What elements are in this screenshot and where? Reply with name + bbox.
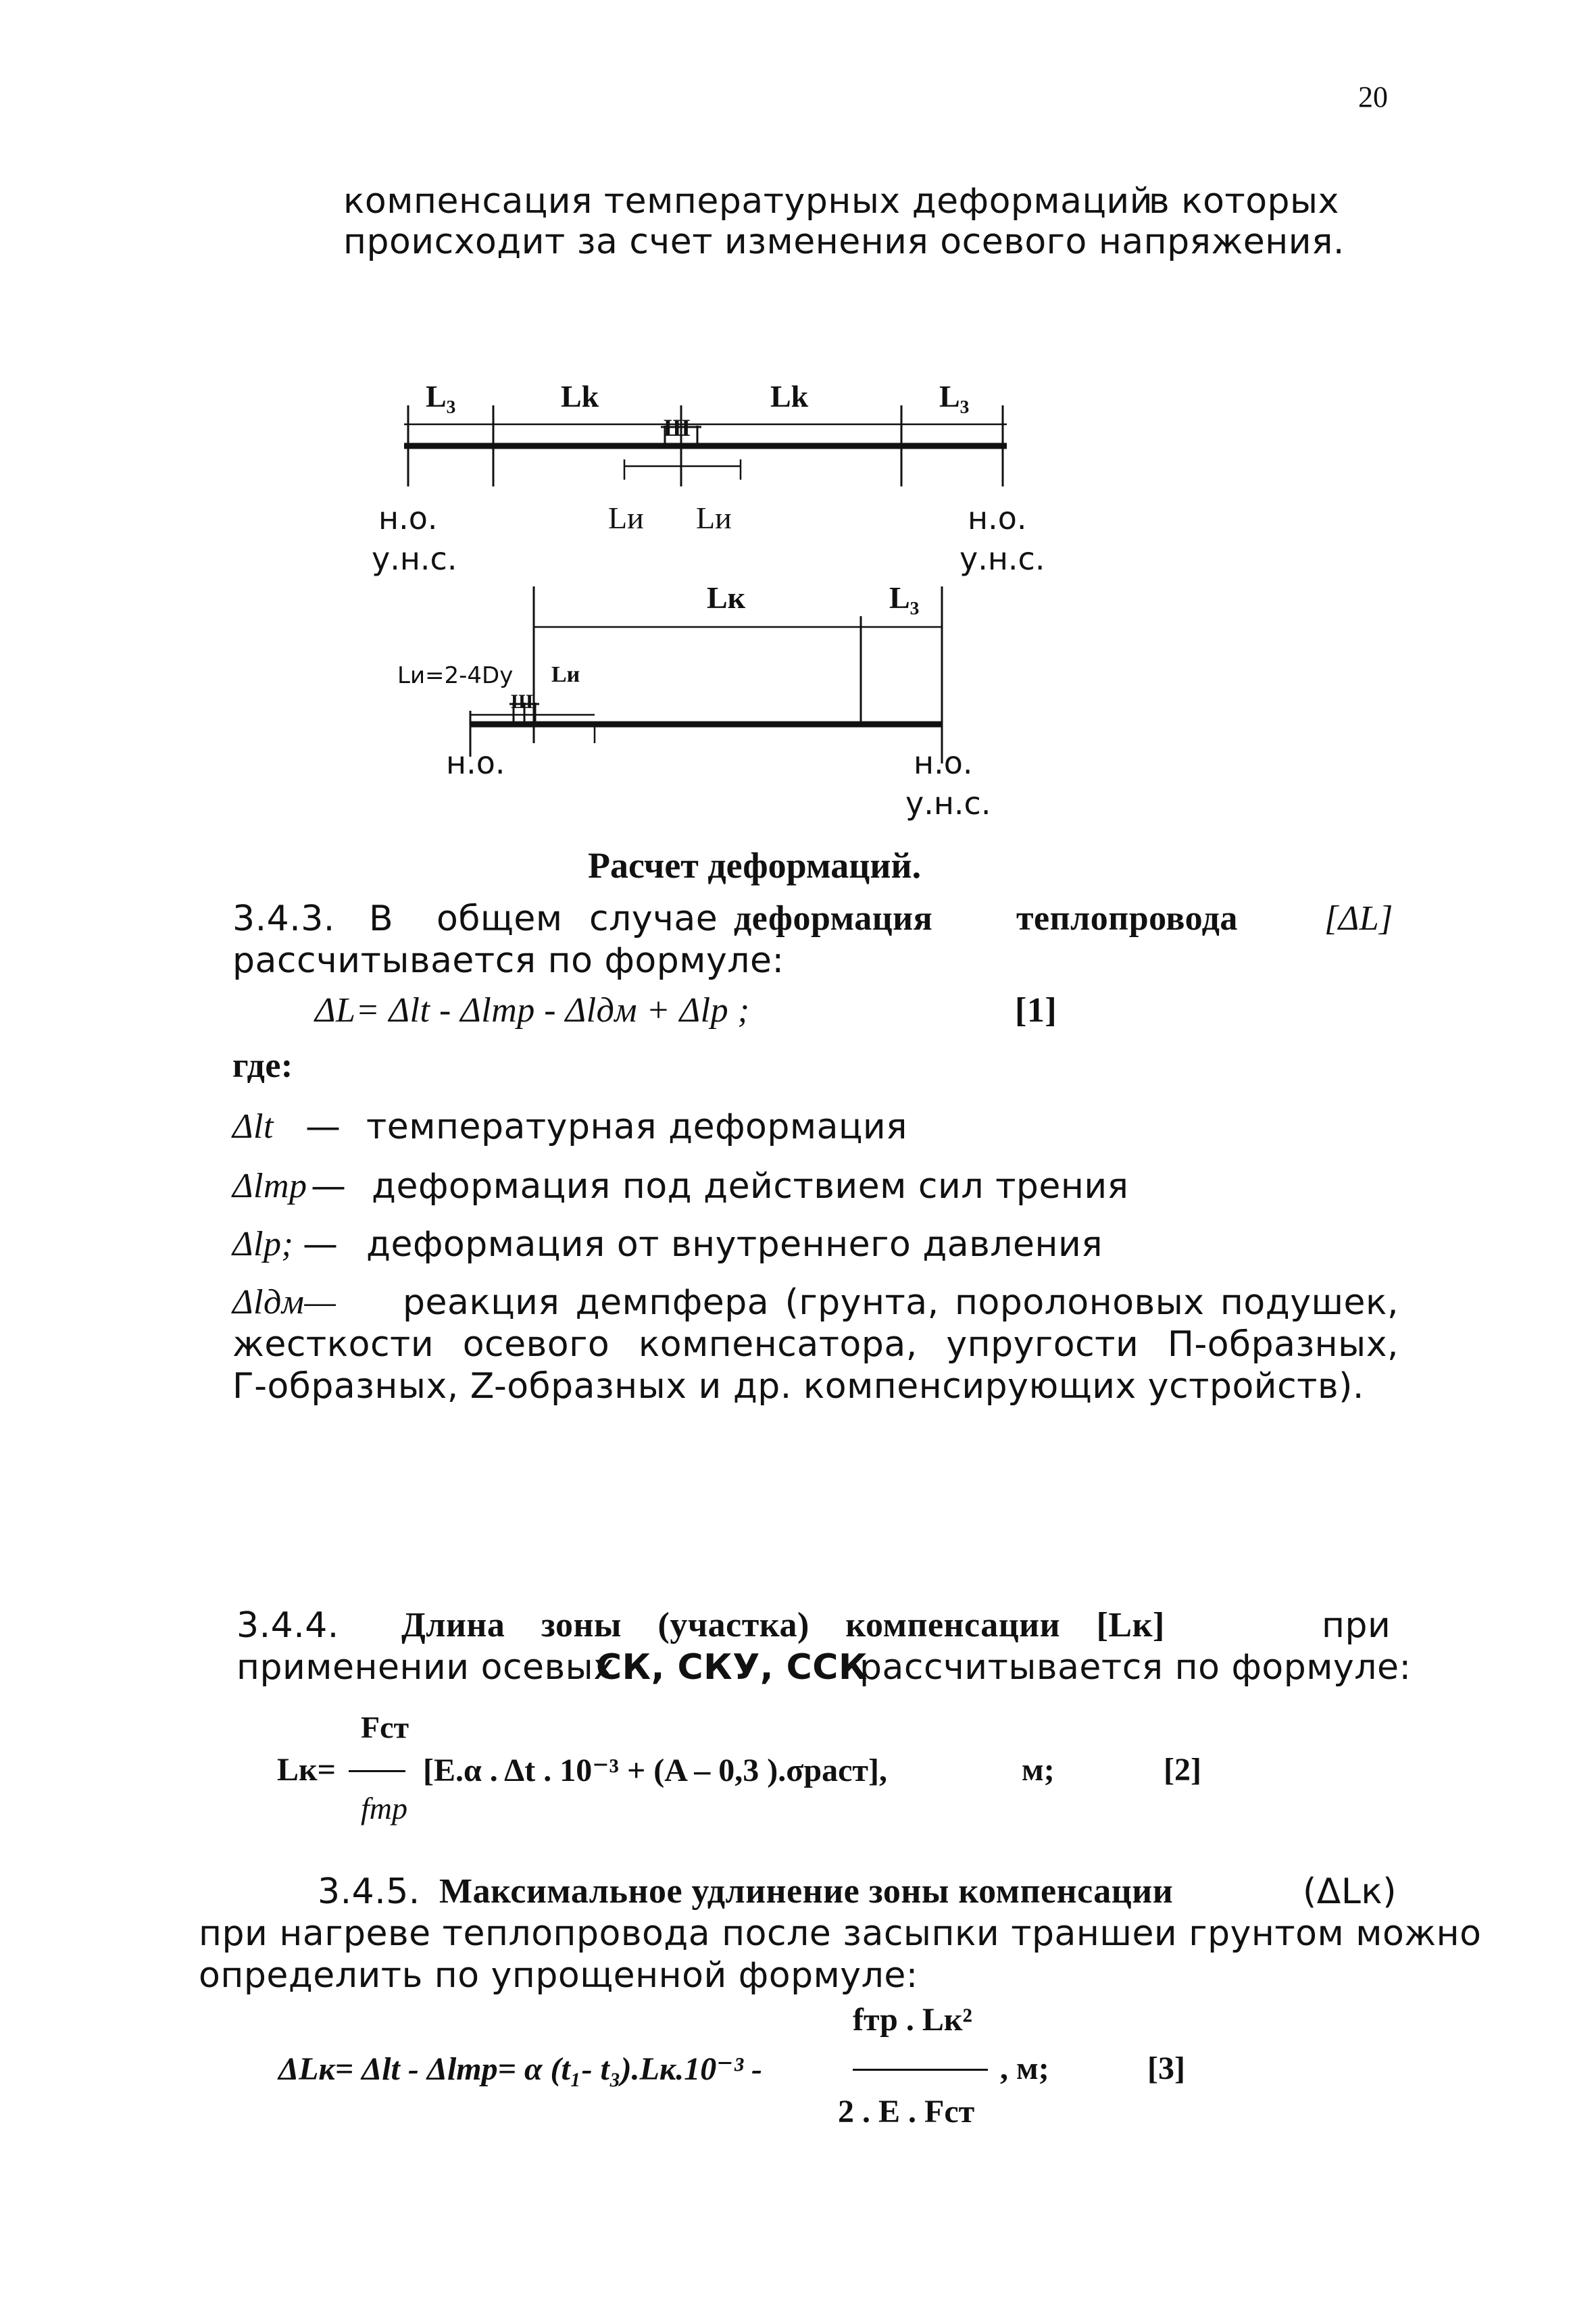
p344-line-2-bold: СК, СКУ, ССК: [596, 1647, 868, 1688]
formula-3-numerator: fтр . Lк²: [853, 2002, 972, 2038]
formula-3-lhs: ΔLк= Δlt - Δlтр= α (t₁- t₃).Lк.10⁻³ -: [278, 2051, 762, 2087]
p343-word-3: случае: [589, 899, 718, 939]
p345-number: 3.4.5.: [318, 1871, 420, 1912]
p344-line-2-pre: применении осевых: [236, 1647, 615, 1688]
p344-bold-title: Длина зоны (участка) компенсации [Lк]: [401, 1606, 1165, 1644]
p343-bracket-delta-l: [ΔL]: [1324, 899, 1393, 938]
def-2-symbol: Δlтр: [232, 1167, 307, 1205]
def-1-symbol: Δlt: [232, 1107, 274, 1146]
def-3-dash: —: [303, 1224, 339, 1265]
formula-2-unit: м;: [1022, 1752, 1055, 1788]
p343-word-1: В: [369, 899, 394, 939]
def-4-line-1: реакция демпфера (грунта, поролоновых подушек,: [403, 1282, 1399, 1323]
top-label-li-right: Lи: [696, 501, 732, 535]
where-label: где:: [232, 1047, 293, 1085]
bottom-label-li-formula: Lи=2-4Dу: [397, 662, 514, 689]
p345-line-2: при нагреве теплопровода после засыпки траншеи грунтом можно: [199, 1913, 1482, 1954]
p343-word-2: общем: [437, 899, 563, 939]
def-2-text: деформация под действием сил трения: [372, 1166, 1129, 1207]
def-3-text: деформация от внутреннего давления: [366, 1224, 1103, 1265]
formula-2-denominator: fтр: [361, 1791, 407, 1826]
top-label-l3-right: L₃: [939, 379, 970, 413]
section-heading: Расчет деформаций.: [588, 845, 922, 886]
bottom-label-li: Lи: [551, 662, 580, 687]
formula-2-numerator: Fст: [361, 1710, 409, 1744]
top-label-lk-right: Lk: [770, 379, 809, 413]
intro-line-2: происходит за счет изменения осевого напряжения.: [343, 222, 1345, 262]
formula-3-fraction-bar: [853, 2069, 988, 2071]
formula-3-ref: [3]: [1147, 2051, 1185, 2086]
bottom-label-lk: Lк: [707, 580, 746, 615]
formula-3-denominator: 2 . E . Fст: [838, 2094, 975, 2130]
formula-2-lhs: Lк=: [277, 1752, 336, 1788]
p343-bold-heat-pipe: теплопровода: [1016, 899, 1238, 938]
bottom-fixed-support-right: н.о.: [914, 745, 973, 781]
formula-2-body: [E.α . Δt . 10⁻³ + (A – 0,3 ).σраст],: [423, 1753, 887, 1788]
p344-line-2-post: рассчитывается по формуле:: [859, 1647, 1412, 1688]
formula-2-fraction-bar: [349, 1770, 405, 1772]
p345-tail: (ΔLк): [1303, 1871, 1397, 1912]
page-number: 20: [1358, 80, 1388, 114]
p343-line-2: рассчитывается по формуле:: [232, 940, 784, 981]
bottom-label-l3: L₃: [889, 580, 920, 615]
p345-line-3: определить по упрощенной формуле:: [199, 1955, 918, 1996]
def-1-text: температурная деформация: [366, 1107, 907, 1147]
intro-line-1-right: в которых: [1149, 181, 1339, 222]
top-label-li-left: Lи: [608, 501, 644, 535]
intro-line-1-left: компенсация температурных деформаций: [343, 181, 1153, 222]
top-label-l3-left: L₃: [426, 379, 456, 413]
bottom-fixed-support-left: н.о.: [446, 745, 505, 781]
top-fixed-support-right: н.о.: [968, 500, 1027, 536]
bottom-fixed-support-right-2: у.н.с.: [905, 785, 991, 822]
p344-tail: при: [1322, 1605, 1391, 1646]
p343-number: 3.4.3.: [232, 899, 335, 939]
top-label-lk-left: Lk: [561, 379, 599, 413]
bottom-joint-mark: Ш: [511, 690, 533, 713]
def-1-dash: —: [305, 1107, 341, 1147]
top-fixed-support-right-2: у.н.с.: [959, 540, 1045, 577]
def-4-symbol: Δlдм—: [232, 1283, 336, 1322]
formula-1-ref: [1]: [1015, 991, 1057, 1030]
formula-3-unit: , м;: [1000, 2051, 1049, 2086]
p343-bold-deformation: деформация: [734, 899, 933, 938]
p344-number: 3.4.4.: [236, 1605, 339, 1646]
formula-1: ΔL= Δlt - Δlтр - Δlдм + Δlp ;: [315, 991, 750, 1030]
def-4-line-3: Г-образных, Z-образных и др. компенсирующих устройств).: [232, 1366, 1364, 1407]
formula-2-ref: [2]: [1164, 1752, 1201, 1788]
top-fixed-support-left-2: у.н.с.: [372, 540, 457, 577]
top-fixed-support-left: н.о.: [378, 500, 438, 536]
top-joint-mark: Ш: [664, 414, 691, 441]
def-2-dash: —: [311, 1166, 347, 1207]
p345-bold-title: Максимальное удлинение зоны компенсации: [439, 1872, 1174, 1911]
def-3-symbol: Δlp;: [232, 1225, 294, 1263]
def-4-line-2: жесткости осевого компенсатора, упругости П-образных,: [232, 1324, 1399, 1365]
